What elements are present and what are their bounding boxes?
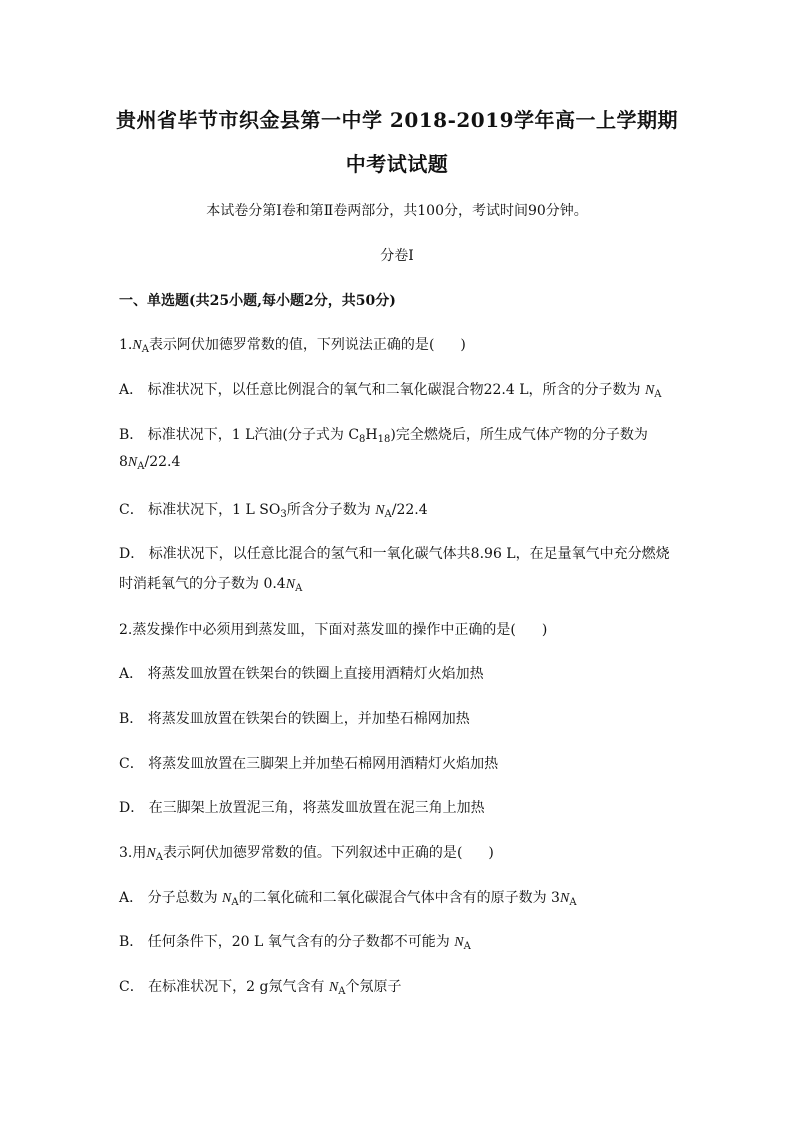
question-3-stem: 3.用$N_A$表示阿伏加德罗常数的值。下列叙述中正确的是( ) (119, 845, 494, 863)
option-label: C． (119, 979, 144, 995)
question-1-option-b-continued: $8N_A/22.4$ (119, 454, 181, 472)
question-3-option-a: A． 分子总数为 $N_A$的二氧化硫和二氧化碳混合气体中含有的原子数为 $3N_A$ (119, 890, 577, 908)
exam-intro: 本试卷分第Ⅰ卷和第Ⅱ卷两部分，共100分，考试时间90分钟。 (206, 203, 588, 219)
question-1-option-a: A． 标准状况下，以任意比例混合的氧气和二氧化碳混合物22.4 L，所含的分子数为 $N_A$ (119, 382, 662, 400)
option-label: D． (119, 546, 145, 562)
option-label: A． (119, 382, 144, 398)
option-label: B． (119, 427, 144, 443)
option-label: B． (119, 711, 144, 727)
option-label: D． (119, 800, 145, 816)
question-1-option-b: B． 标准状况下，1 L汽油(分子式为 $C_8H_{18}$)完全燃烧后，所生成气体产物的分子数为 (119, 427, 648, 445)
option-label: B． (119, 934, 144, 950)
option-label: A． (119, 666, 144, 682)
section-heading: 一、单选题(共25小题,每小题2分，共50分) (119, 293, 396, 309)
option-label: C． (119, 502, 144, 518)
na-symbol: N (132, 338, 142, 353)
question-number: 1. (119, 337, 133, 353)
question-1-option-d: D． 标准状况下，以任意比混合的氢气和一氧化碳气体共8.96 L，在足量氧气中充分燃烧 (119, 546, 670, 562)
question-1-option-c: C． 标准状况下，1 L $SO_3$所含分子数为 $N_A/22.4$ (119, 502, 428, 520)
exam-title-line1: 贵州省毕节市织金县第一中学 2018-2019学年高一上学期期 (115, 108, 679, 132)
question-1-stem: $1.N_A$表示阿伏加德罗常数的值，下列说法正确的是( ) (119, 337, 466, 355)
question-2-stem: 2.蒸发操作中必须用到蒸发皿，下面对蒸发皿的操作中正确的是( ) (119, 622, 548, 638)
question-2-option-d: D． 在三脚架上放置泥三角，将蒸发皿放置在泥三角上加热 (119, 800, 485, 816)
option-label: A． (119, 890, 144, 906)
question-3-option-b: B． 任何条件下，20 L 氧气含有的分子数都不可能为 $N_A$ (119, 934, 471, 952)
volume-label: 分卷I (380, 248, 414, 264)
question-1-option-d-continued: 时消耗氧气的分子数为 $0.4N_A$ (119, 576, 303, 594)
option-label: C． (119, 756, 144, 772)
question-2-option-b: B． 将蒸发皿放置在铁架台的铁圈上，并加垫石棉网加热 (119, 711, 470, 727)
question-2-option-c: C． 将蒸发皿放置在三脚架上并加垫石棉网用酒精灯火焰加热 (119, 756, 499, 772)
question-2-option-a: A． 将蒸发皿放置在铁架台的铁圈上直接用酒精灯火焰加热 (119, 666, 484, 682)
exam-title-line2: 中考试试题 (345, 152, 449, 176)
question-3-option-c: C． 在标准状况下，2 g氖气含有 $N_A$个氖原子 (119, 979, 402, 997)
